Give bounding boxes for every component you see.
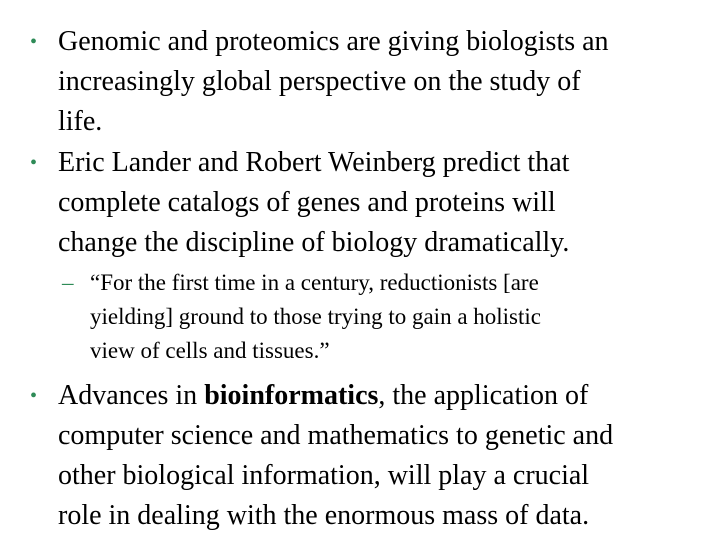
bullet-text-line — [58, 376, 708, 416]
bullet-item-genomics — [30, 22, 708, 142]
dash-bullet-icon: – — [62, 270, 74, 295]
bold-term: bioinformatics — [204, 380, 379, 411]
bullet-dot-icon: • — [30, 152, 38, 174]
bullet-text-line: role in dealing with the enormous mass of data. — [58, 500, 590, 531]
bullet-text-line: complete catalogs of genes and proteins will — [58, 187, 556, 218]
bullet-text-line: Eric Lander and Robert Weinberg predict that — [58, 147, 570, 178]
bullet-item-lander-weinberg — [30, 143, 708, 263]
bullet-item-bioinformatics — [30, 376, 708, 536]
sub-bullet-text-line: view of cells and tissues.” — [90, 338, 330, 363]
bullet-text-line: other biological information, will play a crucial — [58, 460, 590, 491]
bullet-dot-icon: • — [30, 385, 38, 407]
text-run: Advances in — [58, 380, 205, 411]
bullet-dot-icon: • — [30, 31, 38, 53]
sub-bullet-text-line: “For the first time in a century, reductionists [are — [90, 270, 539, 295]
bullet-text-line: Genomic and proteomics are giving biologists an — [58, 26, 609, 57]
bullet-text-line: increasingly global perspective on the study of — [58, 66, 581, 97]
sub-bullet-text-line: yielding] ground to those trying to gain a holistic — [90, 304, 541, 329]
bullet-text-line: life. — [58, 106, 103, 137]
bullet-text-line: change the discipline of biology dramatically. — [58, 227, 570, 258]
text-run: , the application of — [378, 380, 589, 411]
sub-bullet-item-quote — [62, 266, 690, 368]
bullet-text-line: computer science and mathematics to genetic and — [58, 420, 614, 451]
